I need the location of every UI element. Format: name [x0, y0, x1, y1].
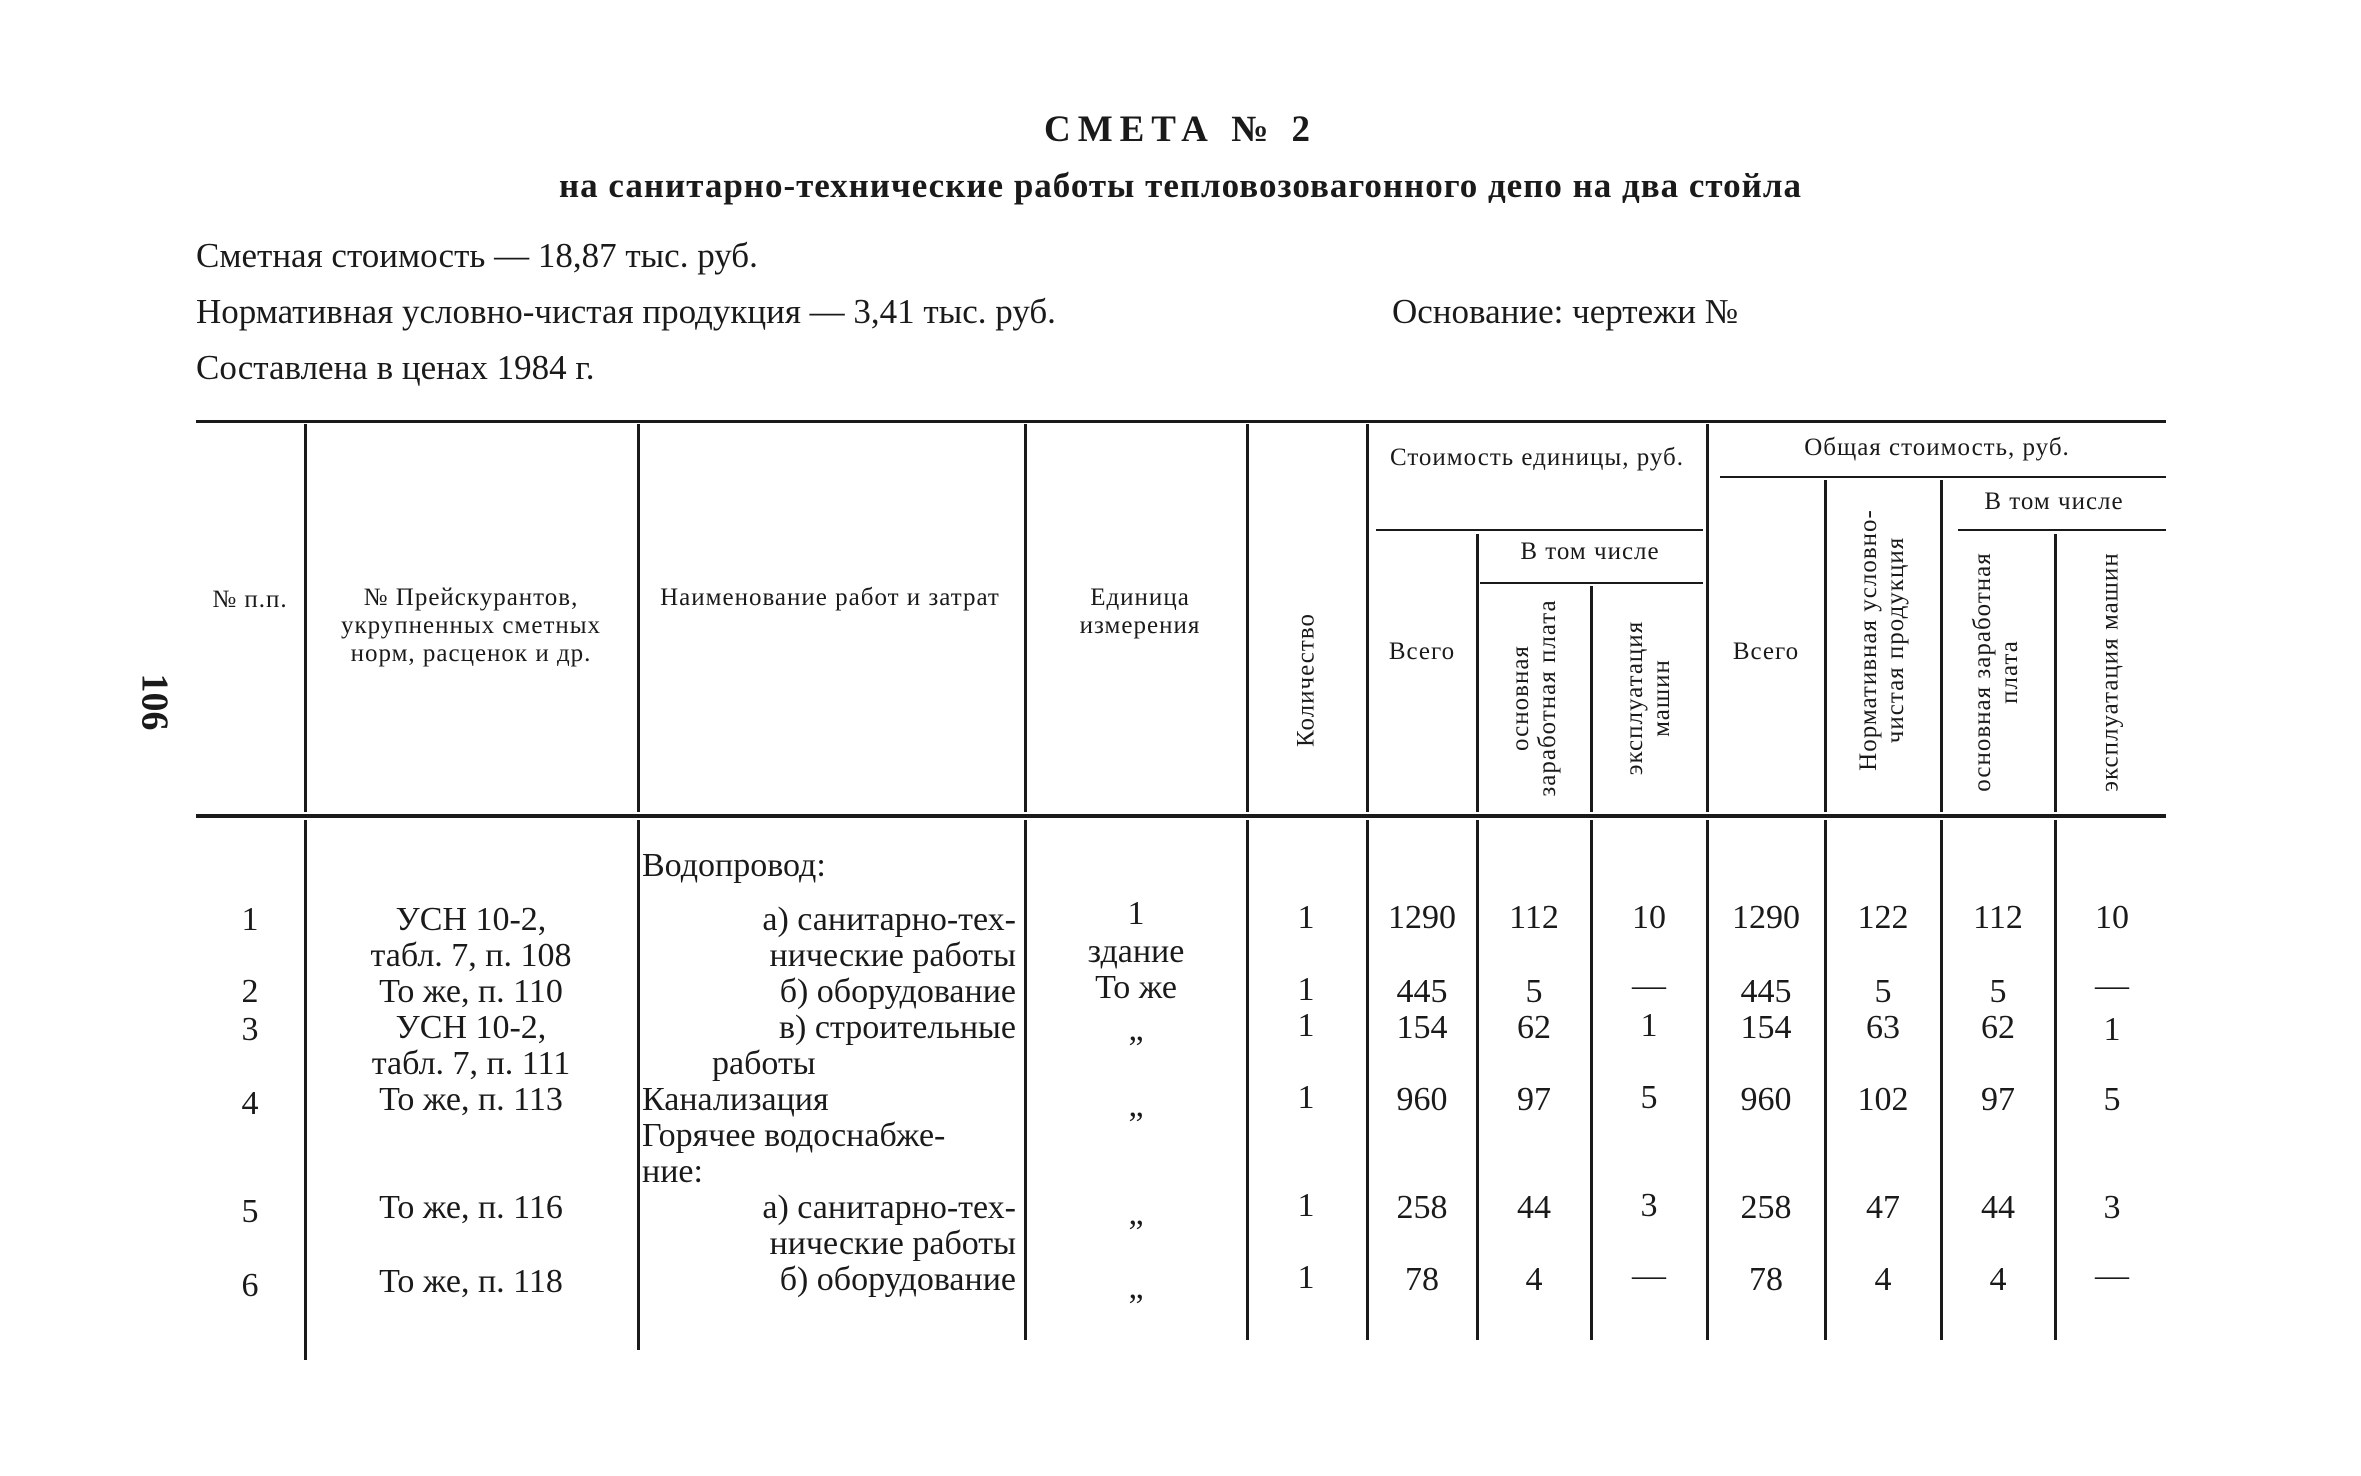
col-divider — [1476, 820, 1479, 1340]
header-total-incl: В том числе — [1984, 488, 2124, 515]
cell-name: а) санитарно-тех- — [762, 901, 1016, 938]
normative-product: Нормативная условно-чистая продукция — 3,41 тыс. руб. — [196, 292, 1056, 331]
col-divider — [1706, 424, 1709, 812]
cell-unit-mach: — — [1632, 1257, 1666, 1294]
cell-unit-wage: 5 — [1525, 973, 1543, 1010]
cell-num: 4 — [241, 1085, 259, 1122]
cell-unit-total: 258 — [1396, 1189, 1448, 1226]
cell-ref: УСН 10-2, — [395, 1009, 547, 1046]
header-unit-total: Всего — [1388, 638, 1456, 665]
cell-total-wage: 4 — [1989, 1261, 2007, 1298]
col-divider — [2054, 534, 2057, 812]
cell-unit-wage: 44 — [1517, 1189, 1551, 1226]
col-divider — [1024, 424, 1027, 812]
cell-unit: „ — [1128, 1087, 1144, 1124]
cell-qty: 1 — [1297, 899, 1315, 936]
header-name: Наименование работ и затрат — [660, 584, 1000, 611]
cell-num: 6 — [241, 1267, 259, 1304]
cell-unit-total: 445 — [1396, 973, 1448, 1010]
cell-name: а) санитарно-тех- — [762, 1189, 1016, 1226]
estimated-cost: Сметная стоимость — 18,87 тыс. руб. — [196, 236, 758, 275]
unit-incl-underline — [1480, 582, 1703, 584]
section-hot-water-cont: ние: — [642, 1153, 703, 1190]
cell-ref: То же, п. 118 — [379, 1263, 563, 1300]
cell-total-norm: 102 — [1857, 1081, 1909, 1118]
col-divider — [1590, 586, 1593, 812]
cell-name: работы — [712, 1045, 816, 1082]
cell-total-total: 960 — [1740, 1081, 1792, 1118]
cell-unit: „ — [1128, 1195, 1144, 1232]
cell-total-total: 154 — [1740, 1009, 1792, 1046]
header-total-wage: основная заработная плата — [1969, 552, 2023, 792]
col-divider — [304, 820, 307, 1360]
header-qty: Количество — [1292, 613, 1320, 747]
col-divider — [1476, 534, 1479, 812]
cell-total-mach: — — [2095, 967, 2129, 1004]
cell-num: 1 — [241, 901, 259, 938]
cell-unit-wage: 4 — [1525, 1261, 1543, 1298]
cell-unit: „ — [1128, 1011, 1144, 1048]
cell-num: 2 — [241, 973, 259, 1010]
cell-unit-total: 960 — [1396, 1081, 1448, 1118]
header-total-group: Общая стоимость, руб. — [1804, 434, 2070, 461]
col-divider — [1940, 480, 1943, 812]
col-divider — [304, 424, 307, 812]
col-divider — [1706, 820, 1709, 1340]
cell-ref: табл. 7, п. 108 — [370, 937, 572, 974]
cell-name: б) оборудование — [779, 973, 1016, 1010]
cell-total-wage: 5 — [1989, 973, 2007, 1010]
page-number: 106 — [133, 673, 176, 731]
cell-num: 5 — [241, 1193, 259, 1230]
cell-num: 3 — [241, 1011, 259, 1048]
header-bottom-border — [196, 814, 2166, 818]
cell-name: в) строительные — [779, 1009, 1016, 1046]
cell-total-mach: 10 — [2095, 899, 2129, 936]
col-divider — [1246, 424, 1249, 812]
cell-total-total: 78 — [1749, 1261, 1783, 1298]
header-total-norm: Нормативная условно-чистая продукция — [1855, 509, 1909, 771]
cell-total-norm: 47 — [1866, 1189, 1900, 1226]
cell-unit-mach: — — [1632, 967, 1666, 1004]
cell-total-total: 1290 — [1732, 899, 1800, 936]
col-divider — [1024, 820, 1027, 1340]
unit-group-underline — [1376, 529, 1703, 531]
page-title: СМЕТА № 2 — [1043, 109, 1318, 150]
cell-unit-mach: 3 — [1640, 1187, 1658, 1224]
header-num: № п.п. — [212, 586, 288, 613]
col-divider — [637, 820, 640, 1350]
col-divider — [637, 424, 640, 812]
cell-unit-total: 154 — [1396, 1009, 1448, 1046]
col-divider — [1940, 820, 1943, 1340]
header-unit-cost-group: Стоимость единицы, руб. — [1389, 444, 1685, 471]
cell-qty: 1 — [1297, 1259, 1315, 1296]
cell-unit-wage: 97 — [1517, 1081, 1551, 1118]
cell-unit-wage: 62 — [1517, 1009, 1551, 1046]
cell-unit-total: 78 — [1405, 1261, 1439, 1298]
col-divider — [2054, 820, 2057, 1340]
cell-unit: То же — [1095, 969, 1177, 1006]
header-total-mach: эксплуатация машин — [2096, 552, 2124, 792]
total-incl-underline — [1958, 529, 2166, 531]
header-total-total: Всего — [1732, 638, 1800, 665]
cell-ref: То же, п. 113 — [379, 1081, 563, 1118]
cell-total-mach: 5 — [2103, 1081, 2121, 1118]
cell-total-wage: 97 — [1981, 1081, 2015, 1118]
basis: Основание: чертежи № — [1392, 292, 1739, 331]
cell-unit: 1 — [1127, 895, 1145, 932]
cell-unit: здание — [1087, 933, 1185, 970]
section-water: Водопровод: — [642, 847, 826, 884]
cell-name: б) оборудование — [779, 1261, 1016, 1298]
cell-total-mach: — — [2095, 1257, 2129, 1294]
cell-total-norm: 5 — [1874, 973, 1892, 1010]
cell-unit: „ — [1128, 1269, 1144, 1306]
col-divider — [1824, 820, 1827, 1340]
cell-qty: 1 — [1297, 1007, 1315, 1044]
cell-name: нические работы — [769, 1225, 1016, 1262]
header-unit: Единица измерения — [1079, 584, 1201, 639]
cell-ref: УСН 10-2, — [395, 901, 547, 938]
cell-qty: 1 — [1297, 1187, 1315, 1224]
section-sewer: Канализация — [642, 1081, 829, 1118]
cell-total-norm: 63 — [1866, 1009, 1900, 1046]
cell-total-wage: 112 — [1973, 899, 2023, 936]
col-divider — [1366, 820, 1369, 1340]
header-unit-incl: В том числе — [1520, 538, 1660, 565]
section-hot-water: Горячее водоснабже- — [642, 1117, 946, 1154]
total-group-underline — [1720, 476, 2166, 478]
col-divider — [1366, 424, 1369, 812]
header-unit-wage: основная заработная плата — [1507, 599, 1561, 797]
cell-total-total: 258 — [1740, 1189, 1792, 1226]
cell-total-norm: 4 — [1874, 1261, 1892, 1298]
cell-total-mach: 3 — [2103, 1189, 2121, 1226]
page-subtitle: на санитарно-технические работы тепловозовагонного депо на два стойла — [559, 166, 1802, 205]
table-top-border — [196, 420, 2166, 423]
cell-total-wage: 44 — [1981, 1189, 2015, 1226]
prices-year: Составлена в ценах 1984 г. — [196, 348, 595, 387]
header-ref: № Прейскурантов, укрупненных сметных норм, расценок и др. — [340, 584, 602, 667]
cell-total-mach: 1 — [2103, 1011, 2121, 1048]
cell-total-norm: 122 — [1857, 899, 1909, 936]
header-unit-mach: эксплуатация машин — [1621, 620, 1675, 776]
cell-total-total: 445 — [1740, 973, 1792, 1010]
cell-total-wage: 62 — [1981, 1009, 2015, 1046]
cell-name: нические работы — [769, 937, 1016, 974]
cell-qty: 1 — [1297, 1079, 1315, 1116]
cell-unit-total: 1290 — [1388, 899, 1456, 936]
col-divider — [1590, 820, 1593, 1340]
cell-ref: табл. 7, п. 111 — [371, 1045, 571, 1082]
cell-unit-mach: 10 — [1632, 899, 1666, 936]
cell-unit-mach: 1 — [1640, 1007, 1658, 1044]
cell-ref: То же, п. 110 — [379, 973, 563, 1010]
col-divider — [1246, 820, 1249, 1340]
cell-unit-mach: 5 — [1640, 1079, 1658, 1116]
col-divider — [1824, 480, 1827, 812]
cell-qty: 1 — [1297, 971, 1315, 1008]
cell-ref: То же, п. 116 — [379, 1189, 563, 1226]
cell-unit-wage: 112 — [1509, 899, 1559, 936]
